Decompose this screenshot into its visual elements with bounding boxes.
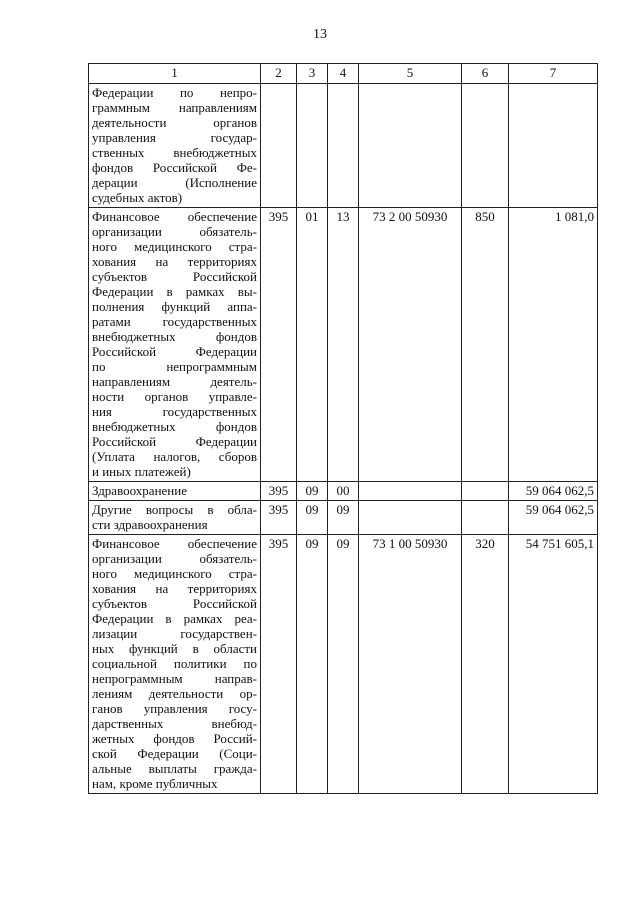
item-name-line: Федерации в рамках реа- bbox=[92, 611, 257, 626]
item-name-line: деятельности органов bbox=[92, 115, 257, 130]
item-name-line: ного медицинского стра- bbox=[92, 239, 257, 254]
amount-cell bbox=[509, 84, 598, 208]
target-article-cell: 73 1 00 50930 bbox=[359, 535, 462, 794]
item-name-line: Здравоохранение bbox=[92, 483, 187, 498]
expense-type-cell bbox=[462, 501, 509, 535]
item-name-line: субъектов Российской bbox=[92, 269, 257, 284]
target-article-cell bbox=[359, 482, 462, 501]
item-name-line: ния государственных bbox=[92, 404, 257, 419]
column-header-3: 3 bbox=[297, 64, 328, 84]
section-code-cell bbox=[297, 84, 328, 208]
item-name-line: Финансовое обеспечение bbox=[92, 536, 257, 551]
table-row bbox=[89, 208, 598, 482]
item-name-line: Российской Федерации bbox=[92, 344, 257, 359]
ministry-code-cell: 395 bbox=[261, 535, 297, 794]
item-name-cell bbox=[89, 84, 261, 208]
amount-cell: 1 081,0 bbox=[509, 208, 598, 482]
table-row bbox=[89, 482, 598, 501]
subsection-code-cell: 13 bbox=[328, 208, 359, 482]
item-name-line: ской Федерации (Соци- bbox=[92, 746, 257, 761]
subsection-code-cell: 09 bbox=[328, 535, 359, 794]
item-name-line: полнения функций аппа- bbox=[92, 299, 257, 314]
amount-cell: 59 064 062,5 bbox=[509, 501, 598, 535]
item-name-line: ного медицинского стра- bbox=[92, 566, 257, 581]
subsection-code-cell bbox=[328, 84, 359, 208]
section-code-cell: 01 bbox=[297, 208, 328, 482]
item-name-cell bbox=[89, 208, 261, 482]
item-name-line: по непрограммным bbox=[92, 359, 257, 374]
item-name-line: лизации государствен- bbox=[92, 626, 257, 641]
expense-type-cell bbox=[462, 84, 509, 208]
ministry-code-cell: 395 bbox=[261, 482, 297, 501]
item-name-cell bbox=[89, 501, 261, 535]
item-name-line: ратами государственных bbox=[92, 314, 257, 329]
target-article-cell bbox=[359, 501, 462, 535]
column-header-6: 6 bbox=[462, 64, 509, 84]
item-name-line: хования на территориях bbox=[92, 581, 257, 596]
item-name-line: (Уплата налогов, сборов bbox=[92, 449, 257, 464]
item-name-line: субъектов Российской bbox=[92, 596, 257, 611]
section-code-cell: 09 bbox=[297, 501, 328, 535]
item-name-line: и иных платежей) bbox=[92, 464, 191, 479]
item-name-line: ных функций в области bbox=[92, 641, 257, 656]
budget-table bbox=[88, 63, 598, 794]
item-name-line: Российской Федерации bbox=[92, 434, 257, 449]
item-name-line: непрограммным направ- bbox=[92, 671, 257, 686]
section-code-cell: 09 bbox=[297, 482, 328, 501]
item-name-line: сти здравоохранения bbox=[92, 517, 208, 532]
ministry-code-cell: 395 bbox=[261, 501, 297, 535]
column-header-5: 5 bbox=[359, 64, 462, 84]
item-name-line: дерации (Исполнение bbox=[92, 175, 257, 190]
header-row bbox=[89, 64, 598, 84]
column-header-4: 4 bbox=[328, 64, 359, 84]
item-name-line: фондов Российской Фе- bbox=[92, 160, 257, 175]
item-name-line: организации обязатель- bbox=[92, 224, 257, 239]
item-name-line: внебюджетных фондов bbox=[92, 329, 257, 344]
item-name-line: судебных актов) bbox=[92, 190, 183, 205]
amount-cell: 59 064 062,5 bbox=[509, 482, 598, 501]
subsection-code-cell: 00 bbox=[328, 482, 359, 501]
item-name-line: направлениям деятель- bbox=[92, 374, 257, 389]
section-code-cell: 09 bbox=[297, 535, 328, 794]
item-name-line: ности органов управле- bbox=[92, 389, 257, 404]
item-name-line: Финансовое обеспечение bbox=[92, 209, 257, 224]
item-name-line: лениям деятельности ор- bbox=[92, 686, 257, 701]
column-header-7: 7 bbox=[509, 64, 598, 84]
expense-type-cell: 850 bbox=[462, 208, 509, 482]
item-name-line: управления государ- bbox=[92, 130, 257, 145]
ministry-code-cell: 395 bbox=[261, 208, 297, 482]
ministry-code-cell bbox=[261, 84, 297, 208]
item-name-line: Другие вопросы в обла- bbox=[92, 502, 257, 517]
expense-type-cell bbox=[462, 482, 509, 501]
item-name-line: хования на территориях bbox=[92, 254, 257, 269]
page-number: 13 bbox=[313, 27, 327, 42]
table-row bbox=[89, 501, 598, 535]
table-row bbox=[89, 84, 598, 208]
item-name-cell bbox=[89, 535, 261, 794]
item-name-line: ственных внебюджетных bbox=[92, 145, 257, 160]
target-article-cell bbox=[359, 84, 462, 208]
item-name-line: организации обязатель- bbox=[92, 551, 257, 566]
subsection-code-cell: 09 bbox=[328, 501, 359, 535]
item-name-line: социальной политики по bbox=[92, 656, 257, 671]
expense-type-cell: 320 bbox=[462, 535, 509, 794]
item-name-line: внебюджетных фондов bbox=[92, 419, 257, 434]
item-name-line: нам, кроме публичных bbox=[92, 776, 218, 791]
item-name-line: Федерации в рамках вы- bbox=[92, 284, 257, 299]
column-header-1: 1 bbox=[89, 64, 261, 84]
item-name-line: жетных фондов Россий- bbox=[92, 731, 257, 746]
item-name-line: альные выплаты гражда- bbox=[92, 761, 257, 776]
column-header-2: 2 bbox=[261, 64, 297, 84]
item-name-line: дарственных внебюд- bbox=[92, 716, 257, 731]
item-name-line: Федерации по непро- bbox=[92, 85, 257, 100]
amount-cell: 54 751 605,1 bbox=[509, 535, 598, 794]
item-name-cell bbox=[89, 482, 261, 501]
table-row bbox=[89, 535, 598, 794]
item-name-line: ганов управления госу- bbox=[92, 701, 257, 716]
target-article-cell: 73 2 00 50930 bbox=[359, 208, 462, 482]
item-name-line: граммным направлениям bbox=[92, 100, 257, 115]
